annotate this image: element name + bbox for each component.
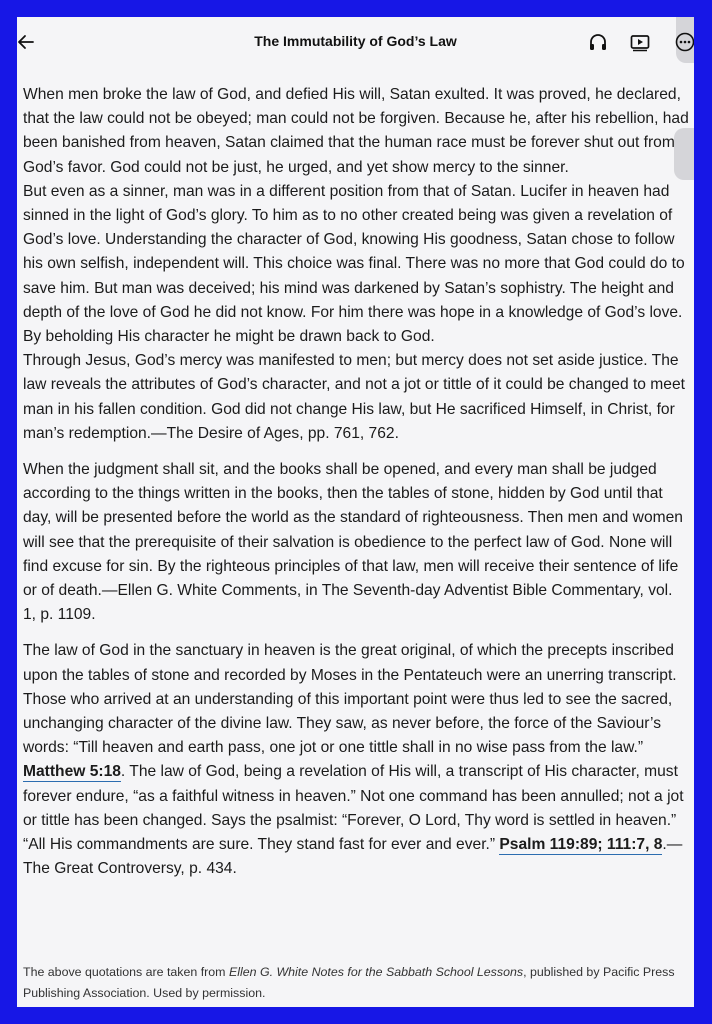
scripture-link-psalm[interactable]: Psalm 119:89; 111:7, 8 (499, 836, 663, 854)
page-title: The Immutability of God’s Law (254, 33, 457, 49)
audio-button[interactable] (587, 31, 609, 53)
paragraph: When the judgment shall sit, and the books shall be opened, and every man shall be judged according to the things written in the books, then the tables of stone, hidden by God until that day, will be presented before the world as the standard of righteousness. Then men and women will see that the prerequisite of their salvation is obedience to the perfect law of God. None will find excuse for sin. By the righteous principles of that law, men will receive their sentence of life or of death.—Ellen G. White Comments, in The Seventh-day Adventist Bible Commentary, vol. 1, p. 1109. (23, 461, 683, 624)
paragraph: The law of God in the sanctuary in heaven is the great original, of which the precepts inscribed upon the tables of stone and recorded by Moses in the Pentateuch were an unerring transcript. Those who arrived at an understanding of this important point were thus led to see the sacred, unchanging character of the divine law. They saw, as never before, the force of the Saviour’s words: “Till heaven and earth pass, one jot or one tittle shall in no wise pass from the law.” Matthew 5:18. The law of God, being a revelation of His will, a transcript of His character, must forever endure, “as a faithful witness in heaven.” Not one command has been annulled; not a jot or tittle has been changed. Says the psalmist: “Forever, O Lord, Thy word is settled in heaven.” “All His commandments are sure. They stand fast for ever and ever.” Psalm 119:89; 111:7, 8.—The Great Controversy, p. 434. (23, 642, 684, 878)
article-body (23, 83, 689, 882)
footnote: The above quotations are taken from Ellen G. White Notes for the Sabbath School Lessons, published by Pacific Press Publishing Association. Used by permission. (23, 965, 675, 1000)
reader-window (17, 17, 694, 1007)
paragraph: When men broke the law of God, and defied His will, Satan exulted. It was proved, he declared, that the law could not be obeyed; man could not be forgiven. Because he, after his rebellion, had been banished from heaven, Satan claimed that the human race must be forever shut out from God’s favor. God could not be just, he urged, and yet show mercy to the sinner. (23, 86, 689, 176)
play-icon (629, 31, 651, 53)
video-button[interactable] (629, 31, 651, 53)
more-button[interactable] (674, 31, 694, 53)
headphones-icon (587, 31, 609, 53)
scripture-link-matthew[interactable]: Matthew 5:18 (23, 763, 121, 781)
paragraph: But even as a sinner, man was in a different position from that of Satan. Lucifer in heaven had sinned in the light of God’s glory. To him as to no other created being was given a revelation of God’s love. Understanding the character of God, knowing His goodness, Satan chose to follow his own selfish, independent will. This choice was final. There was no more that God could do to save him. But man was deceived; his mind was darkened by Satan’s sophistry. The height and depth of the love of God he did not know. For him there was hope in a knowledge of God’s love. By beholding His character he might be drawn back to God. (23, 182, 685, 346)
top-bar (17, 17, 694, 69)
more-icon (674, 31, 694, 53)
paragraph: Through Jesus, God’s mercy was manifested to men; but mercy does not set aside justice. The law reveals the attributes of God’s character, and not a jot or tittle of it could be changed to meet man in his fallen condition. God did not change His law, but He sacrificed Himself, in Christ, for man’s redemption.—The Desire of Ages, pp. 761, 762. (23, 352, 685, 442)
